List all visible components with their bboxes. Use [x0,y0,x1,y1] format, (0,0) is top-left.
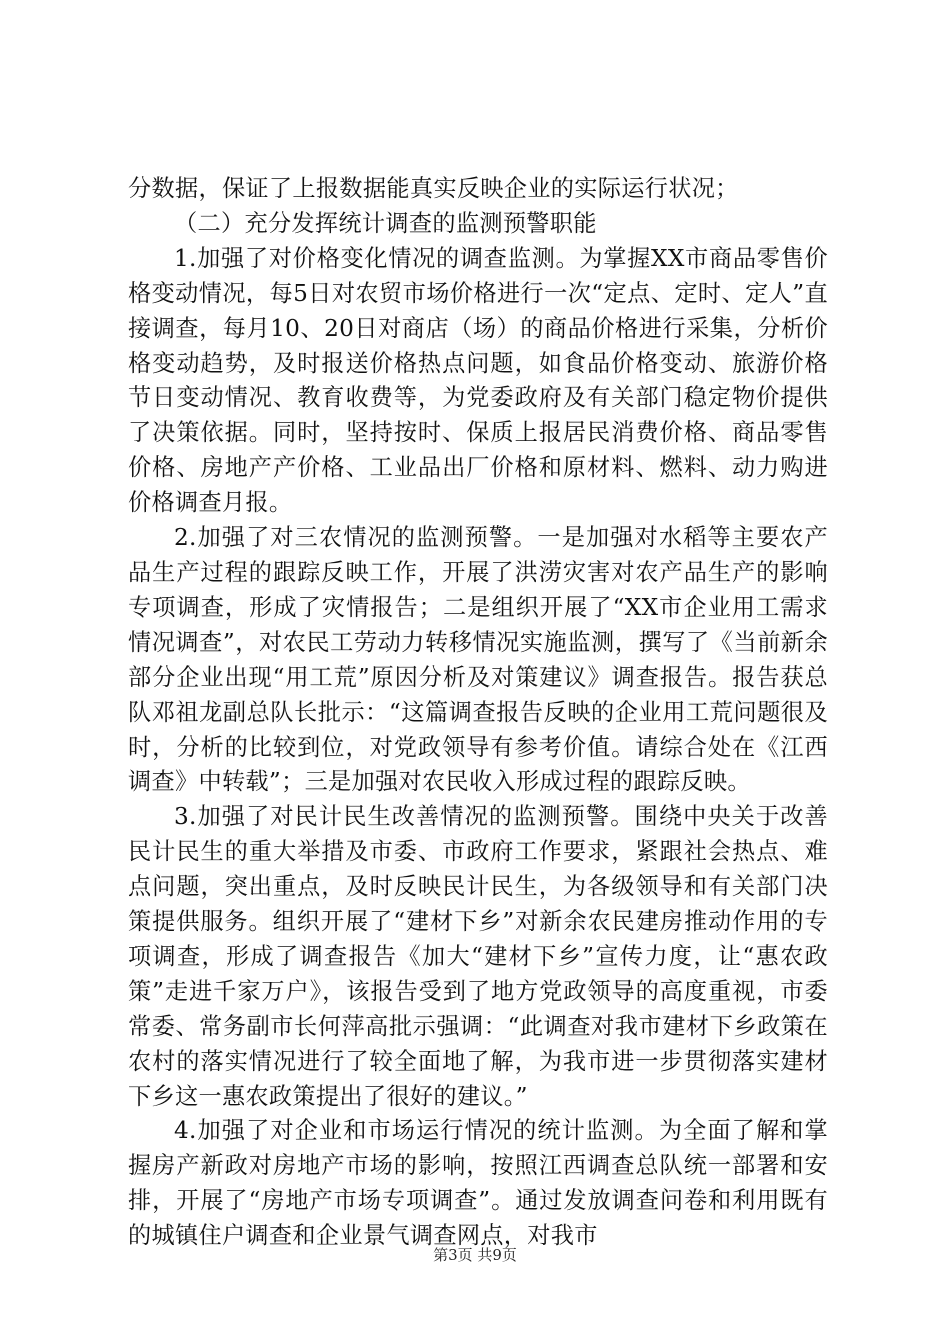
paragraph-continuation: 分数据，保证了上报数据能真实反映企业的实际运行状况； [128,175,739,202]
document-body [128,172,828,1254]
paragraph-market-monitoring: 4.加强了对企业和市场运行情况的统计监测。为全面了解和掌握房产新政对房地产市场的影响，按照江西调查总队统一部署和安排，开展了“房地产市场专项调查”。通过发放调查问卷和利用既有的城镇住户调查和企业景气调查网点，对我市 [128,1117,828,1250]
paragraph-price-monitoring: 1.加强了对价格变化情况的调查监测。为掌握XX市商品零售价格变动情况，每5日对农贸市场价格进行一次“定点、定时、定人”直接调查，每月10、20日对商店（场）的商品价格进行采集，分析价格变动趋势，及时报送价格热点问题，如食品价格变动、旅游价格节日变动情况、教育收费等，为党委政府及有关部门稳定物价提供了决策依据。同时，坚持按时、保质上报居民消费价格、商品零售价格、房地产产价格、工业品出厂价格和原材料、燃料、动力购进价格调查月报。 [128,244,828,517]
paragraph-livelihood-monitoring: 3.加强了对民计民生改善情况的监测预警。围绕中央关于改善民计民生的重大举措及市委、市政府工作要求，紧跟社会热点、难点问题，突出重点，及时反映民计民生，为各级领导和有关部门决策提供服务。组织开展了“建材下乡”对新余农民建房推动作用的专项调查，形成了调查报告《加大“建材下乡”宣传力度，让“惠农政策”走进千家万户》，该报告受到了地方党政领导的高度重视，市委常委、常务副市长何萍高批示强调：“此调查对我市建材下乡政策在农村的落实情况进行了较全面地了解，为我市进一步贯彻落实建材下乡这一惠农政策提出了很好的建议。” [128,803,828,1110]
paragraph-rural-monitoring: 2.加强了对三农情况的监测预警。一是加强对水稻等主要农产品生产过程的跟踪反映工作，开展了洪涝灾害对农产品生产的影响专项调查，形成了灾情报告；二是组织开展了“XX市企业用工需求情况调查”，对农民工劳动力转移情况实施监测，撰写了《当前新余部分企业出现“用工荒”原因分析及对策建议》调查报告。报告获总队邓祖龙副总队长批示：“这篇调查报告反映的企业用工荒问题很及时，分析的比较到位，对党政领导有参考价值。请综合处在《江西调查》中转载”；三是加强对农民收入形成过程的跟踪反映。 [128,524,828,796]
page-footer: 第3页 共9页 [433,1246,517,1264]
section-heading: （二）充分发挥统计调查的监测预警职能 [174,209,597,237]
